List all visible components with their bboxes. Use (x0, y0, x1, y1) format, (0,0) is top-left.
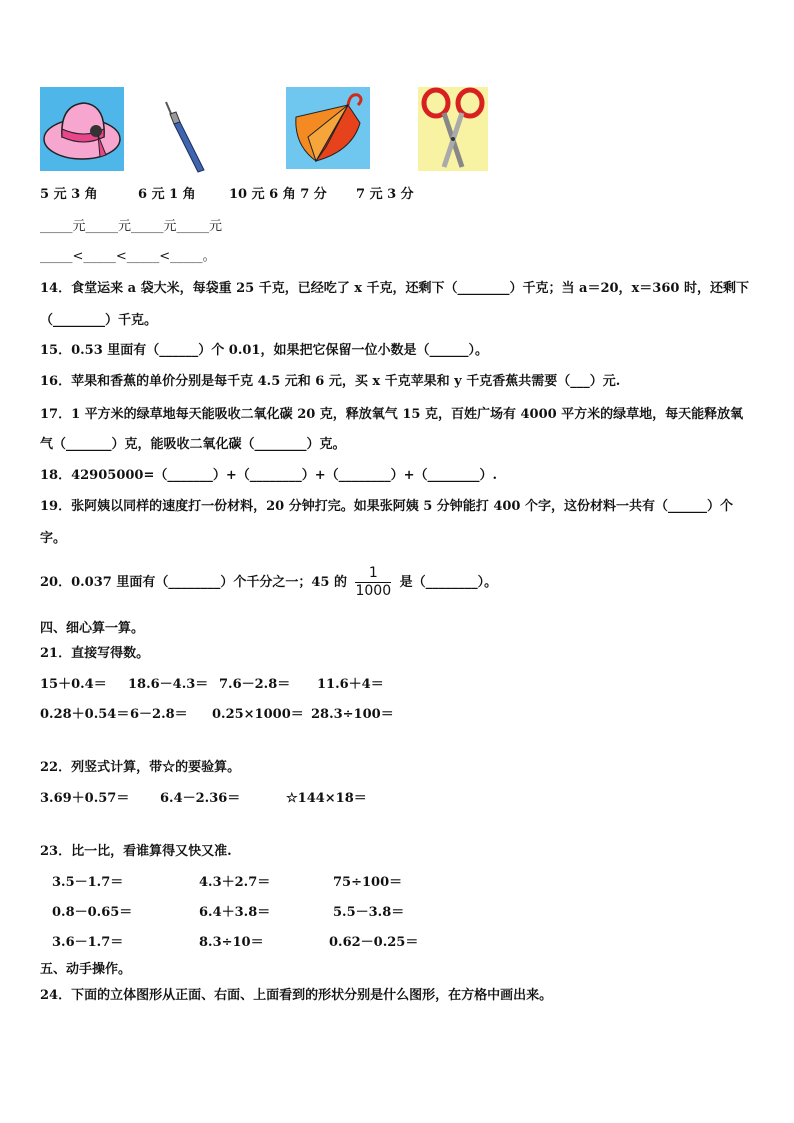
pen-price: 6 元 1 角 (138, 187, 196, 202)
q21-row2-item3: 0.25×1000＝ (212, 707, 304, 722)
q21-row1-item2: 18.6－4.3＝ (128, 677, 209, 692)
q22-item2: 6.4－2.36＝ (160, 791, 241, 806)
q23-row2-item1: 0.8－0.65＝ (52, 905, 133, 920)
question-20-before: 20．0.037 里面有（________）个千分之一；45 的 (40, 575, 347, 590)
q21-row1-item1: 15＋0.4＝ (40, 677, 107, 692)
question-17-line-1: 17．1 平方米的绿草地每天能吸收二氧化碳 20 克，释放氧气 15 克，百姓广场有 4000 平方米的绿草地，每天能释放氧 (40, 407, 744, 422)
section-4-heading: 四、细心算一算。 (40, 621, 145, 636)
question-17-line-2: 气（_______）克，能吸收二氧化碳（________）克。 (40, 437, 346, 452)
fraction-numerator: 1 (355, 565, 391, 583)
q22-item1: 3.69＋0.57＝ (40, 791, 130, 806)
q23-row1-item2: 4.3＋2.7＝ (199, 875, 271, 890)
question-19-line-1: 19．张阿姨以同样的速度打一份材料，20 分钟打完。如果张阿姨 5 分钟能打 400 个字，这份材料一共有（______）个 (40, 499, 733, 514)
question-20-after: 是（________）。 (399, 575, 498, 590)
q23-row1-item1: 3.5－1.7＝ (52, 875, 124, 890)
q22-item3: ☆144×18＝ (286, 791, 367, 806)
q21-row2-item4: 28.3÷100＝ (311, 707, 394, 722)
q21-row2-item2: 6－2.8＝ (130, 707, 188, 722)
q23-row2-item2: 6.4＋3.8＝ (199, 905, 271, 920)
question-16: 16．苹果和香蕉的单价分别是每千克 4.5 元和 6 元，买 x 千克苹果和 y 千克香蕉共需要（___）元. (40, 374, 621, 389)
question-18: 18．42905000=（_______）+（________）+（________）+（________）. (40, 468, 498, 483)
question-23-title: 23．比一比，看谁算得又快又准. (40, 844, 232, 859)
yuan-blanks: _____元_____元_____元_____元 (40, 219, 223, 234)
question-20 (40, 563, 497, 603)
question-22-title: 22．列竖式计算，带☆的要验算。 (40, 760, 241, 775)
fountain-pen-icon (160, 100, 210, 174)
q23-row3-item1: 3.6－1.7＝ (52, 935, 124, 950)
question-15: 15．0.53 里面有（______）个 0.01，如果把它保留一位小数是（______）。 (40, 343, 488, 358)
q23-row3-item2: 8.3÷10＝ (199, 935, 264, 950)
question-24: 24．下面的立体图形从正面、右面、上面看到的形状分别是什么图形，在方格中画出来。 (40, 988, 553, 1003)
q21-row1-item3: 7.6－2.8＝ (219, 677, 291, 692)
umbrella-price: 10 元 6 角 7 分 (229, 187, 327, 202)
question-19-line-2: 字。 (40, 531, 67, 546)
q21-row1-item4: 11.6＋4＝ (317, 677, 384, 692)
question-14-line-1: 14．食堂运来 a 袋大米，每袋重 25 千克，已经吃了 x 千克，还剩下（________）千克；当 a＝20，x＝360 时，还剩下 (40, 281, 749, 296)
fraction (355, 565, 391, 600)
q21-row2-item1: 0.28＋0.54＝ (40, 707, 130, 722)
fraction-denominator: 1000 (355, 583, 392, 599)
scissors-price: 7 元 3 分 (356, 187, 414, 202)
q23-row2-item3: 5.5－3.8＝ (333, 905, 405, 920)
q23-row1-item3: 75÷100＝ (333, 875, 403, 890)
question-21-title: 21．直接写得数。 (40, 646, 150, 661)
q23-row3-item3: 0.62－0.25＝ (329, 935, 419, 950)
compare-blanks: _____<_____<_____<_____。 (40, 249, 216, 264)
question-14-line-2: （________）千克。 (40, 313, 158, 328)
pink-hat-icon (40, 87, 124, 171)
hat-price: 5 元 3 角 (40, 187, 98, 202)
scissors-icon (418, 87, 488, 171)
section-5-heading: 五、动手操作。 (40, 962, 132, 977)
umbrella-icon (286, 87, 370, 169)
